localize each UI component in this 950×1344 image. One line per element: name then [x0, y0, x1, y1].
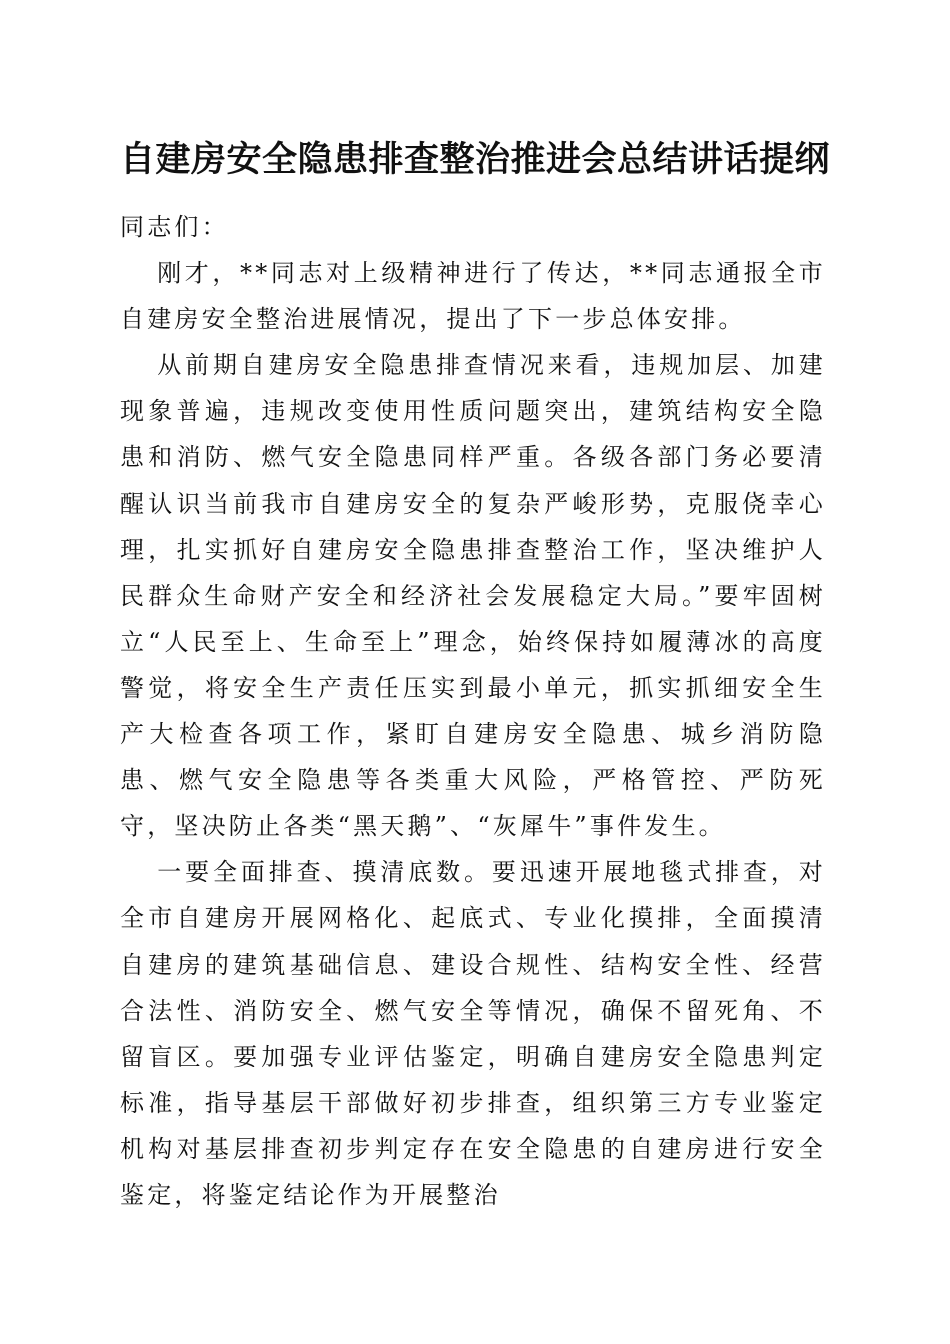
paragraph-3: 一要全面排查、摸清底数。要迅速开展地毯式排查，对全市自建房开展网格化、起底式、专业化摸排，全面摸清自建房的建筑基础信息、建设合规性、结构安全性、经营合法性、消防安全、燃气安全等情况，确保不留死角、不留盲区。要加强专业评估鉴定，明确自建房安全隐患判定标准，指导基层干部做好初步排查，组织第三方专业鉴定机构对基层排查初步判定存在安全隐患的自建房进行安全鉴定，将鉴定结论作为开展整治: [120, 858, 826, 1209]
paragraph-1: 刚才，**同志对上级精神进行了传达，**同志通报全市自建房安全整治进展情况，提出了下一步总体安排。: [120, 259, 826, 334]
salutation: 同志们：: [120, 213, 229, 241]
paragraph-2: 从前期自建房安全隐患排查情况来看，违规加层、加建现象普遍，违规改变使用性质问题突出，建筑结构安全隐患和消防、燃气安全隐患同样严重。各级各部门务必要清醒认识当前我市自建房安全的复杂严峻形势，克服侥幸心理，扎实抓好自建房安全隐患排查整治工作，坚决维护人民群众生命财产安全和经济社会发展稳定大局。”要牢固树立“人民至上、生命至上”理念，始终保持如履薄冰的高度警觉，将安全生产责任压实到最小单元，抓实抓细安全生产大检查各项工作，紧盯自建房安全隐患、城乡消防隐患、燃气安全隐患等各类重大风险，严格管控、严防死守，坚决防止各类“黑天鹅”、“灰犀牛”事件发生。: [120, 351, 826, 841]
document-body: [120, 204, 826, 1218]
document-title: 自建房安全隐患排查整治推进会总结讲话提纲: [119, 139, 830, 180]
